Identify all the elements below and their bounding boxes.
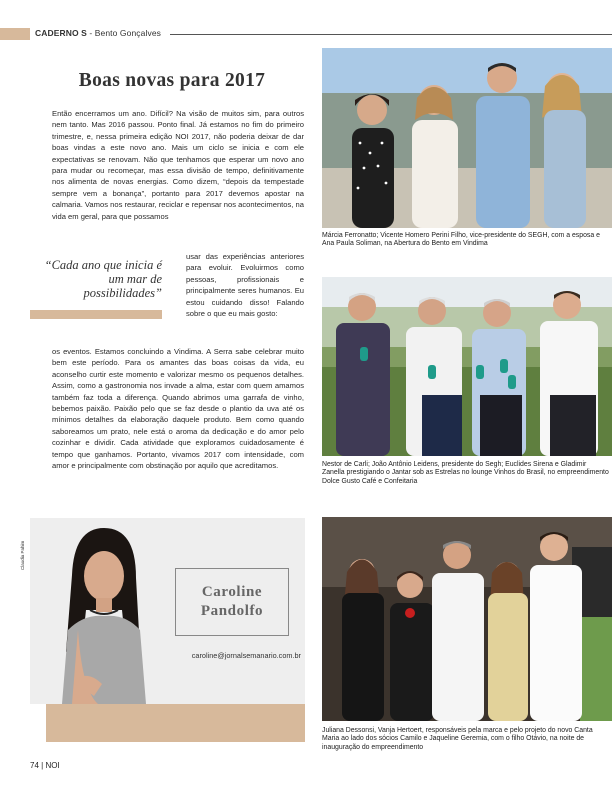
photo-caption-1: Márcia Ferronatto; Vicente Homero Perini Filho, vice-presidente do SEGH, com a esposa e Ana Paula Soliman, na Abertura do Bento em Vindima <box>322 232 600 248</box>
author-first-name: Caroline <box>201 584 263 600</box>
page-footer <box>30 761 60 770</box>
photo-caption-2: Nestor de Carli; João Antônio Leidens, presidente do Segh; Euclides Sirena e Gladimir Zanella prestigiando o Jantar sob as Estrelas no lounge Vinhos do Brasil, no empreendimento Dolce Gusto Café e Confeitaria <box>322 461 609 485</box>
event-photo-jantar <box>322 277 612 456</box>
author-name-box <box>175 568 289 636</box>
section-label: CADERNO S - Bento Gonçalves <box>35 28 161 38</box>
author-portrait <box>44 520 156 704</box>
pull-quote: “Cada ano que inicia é um mar de possibilidades” <box>44 258 162 300</box>
footer-separator: | <box>41 761 44 770</box>
photo-credit: Claudia Pahim <box>20 540 25 570</box>
author-accent-bar <box>46 704 305 742</box>
article-paragraph-narrow: usar das experiências anteriores para evoluir. Evoluirmos como pessoas, profissionais e principalmente seres humanos. Eu estou cuidando disso! Falando sobre o que eu mais gosto: <box>186 252 304 319</box>
page-number: 74 <box>30 761 39 770</box>
author-last-name: Pandolfo <box>200 603 264 619</box>
article-paragraph-top: Então encerramos um ano. Difícil? Na visão de muitos sim, para outros nem tanto. Mas 2016 passou. Ponto final. Já estamos no fim do primeiro trimestre, e, nessa primeira edição NOI 2017, não poderia deixar de dar boas vindas a este novo ano. Mais um ciclo se inicia e com ele expectativas se renovam. Não que tenhamos que esperar um novo ano para mudar ou recomeçar, mas essa divisão de tempo, definitivamente nos alimenta de novas energias. Como dizem, “depois da tempestade sempre vem a bonança”, portanto para 2017 devemos apostar na calmaria. Vamos nos restaurar, reciclar e repensar nos acontecimentos, na vida em geral, para que possamos <box>52 109 304 221</box>
event-photo-abertura <box>322 48 612 228</box>
photo-caption-3: Juliana Dessonsi, Vanja Hertoert, responsáveis pela marca e pelo projeto do novo Canta Maria ao lado dos sócios Camilo e Jaqueline Geremia, com o filho Otávio, na noite de inauguração do empreendimento <box>322 727 593 751</box>
article-paragraph-bottom: os eventos. Estamos concluindo a Vindima. A Serra sabe celebrar muito bem este período. Para os amantes das boas coisas da vida, eu aconselho curtir este momento e valorizar mesmo os pequenos detalhes. Assim, como a gastronomia nos invade a alma, estar com quem amamos também faz toda a diferença. Quando abrimos uma garrafa de vinho, bebemos paixão. Paixão pelo que se faz desde o plantio da uva até os mínimos detalhes da elaboração daquele produto. Bem como quando saboreamos um prato, nele está o aroma da dedicação e do amor pelo cozinhar e dividir. Cada atividade que exploramos cuidadosamente é tempo que ganhamos. Portanto, vivamos 2017 com intensidade, com amor e principalmente com obstinação por aquilo que acreditamos. <box>52 347 304 471</box>
pull-quote-accent-bar <box>30 310 162 319</box>
magazine-name: NOI <box>45 761 60 770</box>
author-email: caroline@jornalsemanario.com.br <box>191 651 301 660</box>
header-rule <box>170 34 612 35</box>
article-title: Boas novas para 2017 <box>78 70 266 91</box>
event-photo-inauguracao <box>322 517 612 721</box>
section-accent-bar <box>0 28 30 40</box>
